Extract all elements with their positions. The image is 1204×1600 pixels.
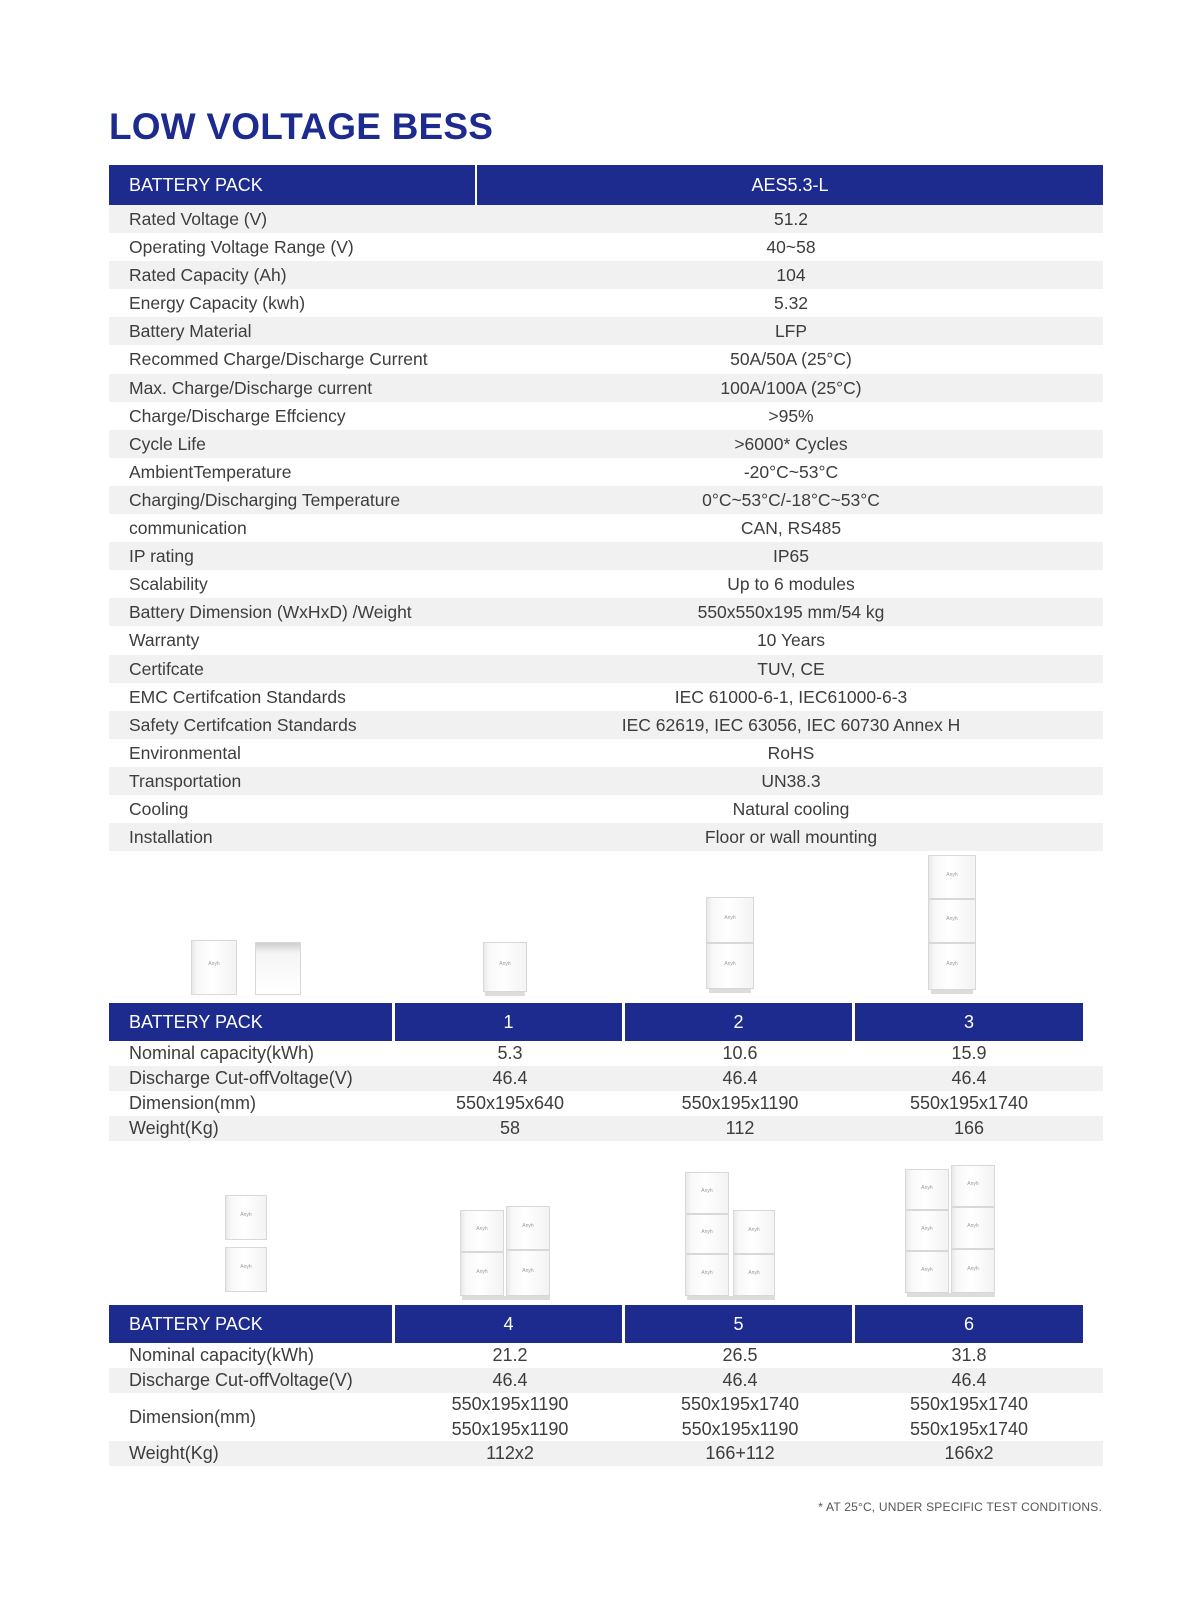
spec-label: Safety Certifcation Standards [129,714,357,735]
config-value [855,1393,1083,1441]
spec-row [109,823,1103,851]
config-value-line: 46.4 [951,1068,987,1088]
spec-value: 100A/100A (25°C) [720,377,862,398]
config-value [855,1343,1083,1368]
page-title: LOW VOLTAGE BESS [109,106,494,147]
spec-label: Rated Capacity (Ah) [129,265,287,286]
spec-row [109,402,1103,430]
spec-row [109,205,1103,233]
spec-row [109,711,1103,739]
spec-value: 0°C~53°C/-18°C~53°C [702,489,880,510]
spec-label: Recommed Charge/Discharge Current [129,349,428,370]
config-row [109,1343,1103,1368]
product-image-1-module: Anyh [480,940,530,998]
spec-label: Energy Capacity (kwh) [129,293,306,314]
config-value-line: 21.2 [492,1345,528,1365]
spec-label: Certifcate [129,658,204,679]
config-value [395,1041,625,1066]
spec-row [109,458,1103,486]
spec-label: Cycle Life [129,433,206,454]
config-value-line: 112 [725,1118,755,1138]
spec-row [109,374,1103,402]
config-value [855,1091,1083,1116]
spec-label: Warranty [129,630,200,651]
spec-value: 10 Years [756,630,826,651]
config-value [855,1116,1083,1141]
spec-value: -20°C~53°C [743,461,839,482]
config-value [395,1368,625,1393]
config-value [625,1393,855,1441]
config-value [625,1441,855,1466]
spec-value: CAN, RS485 [740,518,842,539]
spec-row [109,570,1103,598]
module-logo: Anyh [208,961,220,968]
config-value [625,1368,855,1393]
config-value-line: 58 [499,1118,521,1138]
spec-row [109,542,1103,570]
footnote: * AT 25°C, UNDER SPECIFIC TEST CONDITIONS. [818,1500,1102,1514]
spec-value: RoHS [767,742,815,763]
config-value [855,1368,1083,1393]
spec-label: Scalability [129,574,208,595]
spec-header-model: AES5.3-L [751,175,829,195]
config-value-line: 550x195x1190 [451,1394,569,1414]
spec-value: IEC 62619, IEC 63056, IEC 60730 Annex H [621,714,961,735]
config-value-line: 46.4 [951,1370,987,1390]
config-value [395,1441,625,1466]
spec-row [109,655,1103,683]
config-row [109,1066,1103,1091]
product-image-2-modules: Anyh Anyh [703,897,758,997]
spec-value: 51.2 [773,209,809,229]
config-row [109,1393,1103,1441]
spec-value: Floor or wall mounting [704,827,878,848]
product-image-4-modules: Anyh Anyh Anyh Anyh [458,1205,553,1302]
spec-label: Operating Voltage Range (V) [129,237,354,258]
spec-header-label: BATTERY PACK [109,165,477,205]
spec-row [109,598,1103,626]
config-value [625,1066,855,1091]
spec-row [109,486,1103,514]
spec-row [109,739,1103,767]
config-value [395,1393,625,1441]
config-label: Weight(Kg) [129,1443,219,1463]
spec-label: EMC Certifcation Standards [129,686,346,707]
config-value [625,1116,855,1141]
spec-value: 550x550x195 mm/54 kg [697,602,885,623]
config-value-line: 166+112 [705,1443,775,1463]
config-label: Dimension(mm) [129,1093,257,1113]
product-image-5-modules: Anyh Anyh Anyh Anyh Anyh [683,1172,778,1302]
spec-value: 50A/50A (25°C) [730,349,852,370]
spec-table-header [109,165,1103,205]
config-row [109,1441,1103,1466]
spec-row [109,683,1103,711]
config-value [855,1441,1083,1466]
spec-row [109,289,1103,317]
config-value [855,1041,1083,1066]
spec-label: Charge/Discharge Effciency [129,405,346,426]
config-value-line: 550x195x1190 [681,1419,799,1439]
config-value-line: 46.4 [492,1068,528,1088]
spec-row [109,767,1103,795]
config-value-line: 550x195x1740 [909,1419,1029,1439]
spec-label: Cooling [129,798,189,819]
product-image-module-views [188,940,308,998]
config-table-1 [109,1003,1103,1141]
config-value [855,1066,1083,1091]
spec-value: LFP [774,321,808,342]
config-value-line: 46.4 [722,1370,758,1390]
config-value-line: 550x195x1190 [681,1093,799,1113]
spec-label: IP rating [129,546,194,567]
spec-value: IEC 61000-6-1, IEC61000-6-3 [674,686,908,707]
spec-row [109,430,1103,458]
config-value-line: 31.8 [951,1345,987,1365]
spec-label: Battery Material [129,321,252,342]
product-image-3-modules: Anyh Anyh Anyh [925,855,980,998]
spec-value: >95% [768,405,814,426]
config-row [109,1041,1103,1066]
config-label: Nominal capacity(kWh) [129,1043,315,1063]
spec-row [109,345,1103,373]
spec-label: communication [129,518,247,539]
config-value-line: 550x195x1740 [909,1093,1029,1113]
config-value-line: 550x195x1740 [680,1394,800,1414]
config-value-line: 166 [953,1118,985,1138]
spec-label: AmbientTemperature [129,461,292,482]
spec-value: 40~58 [766,237,816,258]
spec-value: IP65 [773,546,809,567]
spec-row [109,626,1103,654]
spec-value: TUV, CE [757,658,825,679]
spec-row [109,514,1103,542]
spec-value: >6000* Cycles [734,433,848,454]
spec-value: UN38.3 [761,770,821,791]
config-value-line: 10.6 [722,1043,758,1063]
config-table-1-header: BATTERY PACK 1 2 3 [109,1003,1103,1041]
config-label: Discharge Cut-offVoltage(V) [129,1068,353,1088]
spec-label: Installation [129,827,213,848]
config-label: Nominal capacity(kWh) [129,1345,315,1365]
spec-label: Max. Charge/Discharge current [129,377,373,398]
config-value [395,1066,625,1091]
spec-label: Environmental [129,742,241,763]
config-table-2-header: BATTERY PACK 4 5 6 [109,1305,1103,1343]
spec-row [109,261,1103,289]
config-value-line: 26.5 [722,1345,758,1365]
spec-label: Transportation [129,770,242,791]
config-value-line: 5.3 [497,1043,523,1063]
config-label: Weight(Kg) [129,1118,219,1138]
spec-label: Charging/Discharging Temperature [129,489,401,510]
spec-value: 104 [776,265,806,286]
config-value-line: 550x195x640 [455,1093,565,1113]
config-value-line: 550x195x1190 [451,1419,569,1439]
spec-row [109,795,1103,823]
config-label: Dimension(mm) [129,1406,257,1427]
config-row [109,1091,1103,1116]
config-value [395,1343,625,1368]
config-value [625,1091,855,1116]
product-image-wall-modules: Anyh Anyh [223,1195,271,1300]
spec-value: 5.32 [773,293,809,314]
spec-row [109,233,1103,261]
config-table-2 [109,1305,1103,1466]
spec-value: Natural cooling [732,798,850,819]
spec-label: Battery Dimension (WxHxD) /Weight [129,602,412,623]
config-label: Discharge Cut-offVoltage(V) [129,1370,353,1390]
config-value-line: 550x195x1740 [909,1394,1029,1414]
config-value-line: 166x2 [944,1443,994,1463]
product-image-6-modules: Anyh Anyh Anyh Anyh Anyh Anyh [903,1163,998,1303]
config-value-line: 46.4 [492,1370,528,1390]
config-value-line: 15.9 [951,1043,987,1063]
config-row [109,1368,1103,1393]
spec-table [109,165,1103,851]
config-value [395,1116,625,1141]
config-value-line: 112x2 [486,1443,534,1463]
config-value-line: 46.4 [722,1068,758,1088]
config-value [625,1041,855,1066]
config-row [109,1116,1103,1141]
spec-value: Up to 6 modules [727,574,855,595]
spec-row [109,317,1103,345]
config-value [625,1343,855,1368]
spec-label: Rated Voltage (V) [129,209,268,229]
config-value [395,1091,625,1116]
